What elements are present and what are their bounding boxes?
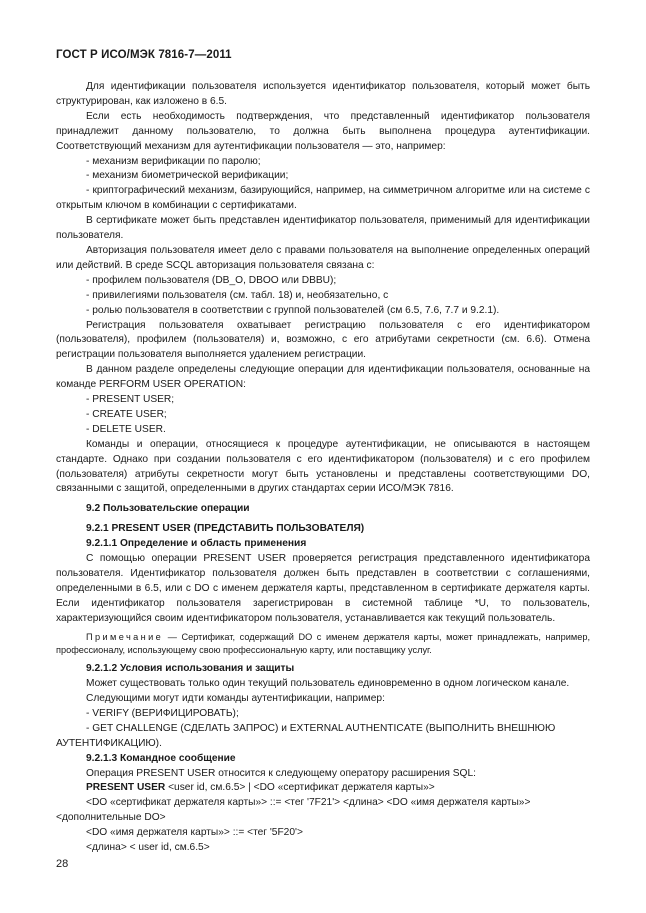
- list-item: - криптографический механизм, базирующийся, например, на симметричном алгоритме или на системе с открытым ключом в комбинации с сертификатами.: [56, 185, 590, 212]
- list-item: - механизм верификации по паролю;: [86, 155, 261, 167]
- list-item: - механизм биометрической верификации;: [86, 170, 289, 182]
- subsection-heading: 9.2.1 PRESENT USER (ПРЕДСТАВИТЬ ПОЛЬЗОВАТЕЛЯ): [86, 523, 365, 535]
- paragraph: Для идентификации пользователя используется идентификатор пользователя, который может быть структурирован, как изложено в 6.5.: [56, 81, 590, 107]
- paragraph: С помощью операции PRESENT USER проверяется регистрация представленного идентификатора пользователя. Идентификатор пользователя должен быть представлен в соответствии с соглашениями, определенными в 6.5, или с DO с именем держателя карты, представленном в сертификате держателя карты. Если идентификатор пользователя зарегистрирован в системной таблице *U, то пользователь, характеризующийся своим идентификатором пользователя, устанавливается как текущий пользователь.: [56, 553, 590, 624]
- paragraph: В сертификате может быть представлен идентификатор пользователя, применимый для идентификации пользователя.: [56, 215, 590, 242]
- list-item: - GET CHALLENGE (СДЕЛАТЬ ЗАПРОС) и EXTERNAL AUTHENTICATE (ВЫПОЛНИТЬ ВНЕШНЮЮ АУТЕНТИФИКАЦИЮ).: [56, 722, 556, 749]
- list-item: - профилем пользователя (DB_O, DBOO или DBBU);: [86, 274, 337, 286]
- section-heading: 9.2 Пользовательские операции: [86, 503, 250, 515]
- page-number: 28: [56, 858, 69, 870]
- syntax-rest: <user id, см.6.5> | <DO «сертификат держателя карты»>: [165, 782, 435, 794]
- paragraph: Может существовать только один текущий пользователь единовременно в одном логическом канале.: [86, 678, 570, 690]
- list-item: - DELETE USER.: [86, 423, 166, 435]
- clause-heading: 9.2.1.3 Командное сообщение: [86, 752, 236, 764]
- note: [56, 631, 590, 658]
- syntax-line: <DO «имя держателя карты»> ::= <тег '5F20'>: [86, 827, 303, 839]
- list-item: - привилегиями пользователя (см. табл. 18) и, необязательно, с: [86, 289, 389, 301]
- syntax-line: [56, 781, 590, 796]
- page-body: [56, 80, 590, 856]
- list-item: - CREATE USER;: [86, 408, 167, 420]
- list-item: - ролью пользователя в соответствии с группой пользователей (см 6.5, 7.6, 7.7 и 9.2.1).: [86, 304, 500, 316]
- paragraph: Следующими могут идти команды аутентификации, например:: [86, 693, 385, 705]
- syntax-keyword: PRESENT USER: [86, 782, 166, 794]
- paragraph: Если есть необходимость подтверждения, что представленный идентификатор пользователя принадлежит данному пользователю, то должна быть выполнена процедура аутентификации. Соответствующий механизм для аутентификации пользователя — это, например:: [56, 110, 590, 152]
- syntax-line: <DO «сертификат держателя карты»> ::= <тег '7F21'> <длина> <DO «имя держателя карты»> <дополнительные DO>: [56, 797, 531, 824]
- note-text: — Сертификат, содержащий DO с именем держателя карты, может принадлежать, например, профессионалу, использующему свою профессиональную карту, или поставщику услуг.: [56, 631, 590, 655]
- syntax-line: <длина> < user id, см.6.5>: [86, 842, 210, 854]
- list-item: - PRESENT USER;: [86, 394, 175, 406]
- paragraph: Команды и операции, относящиеся к процедуре аутентификации, не описываются в настоящем стандарте. Однако при создании пользователя с его идентификатором (пользователя) и с его профилем (пользователя) атрибуты секретности могут быть установлены и представлены соответствующими DO, связанными с защитой, определенными в других стандартах серии ИСО/МЭК 7816.: [56, 438, 590, 495]
- clause-heading: 9.2.1.2 Условия использования и защиты: [86, 663, 295, 675]
- list-item: - VERIFY (ВЕРИФИЦИРОВАТЬ);: [86, 707, 239, 719]
- paragraph: Авторизация пользователя имеет дело с правами пользователя на выполнение определенных операций или действий. В среде SCQL авторизация пользователя связана с:: [56, 244, 590, 271]
- paragraph: Операция PRESENT USER относится к следующему оператору расширения SQL:: [86, 767, 476, 779]
- paragraph: В данном разделе определены следующие операции для идентификации пользователя, основанные на команде PERFORM USER OPERATION:: [56, 364, 590, 391]
- paragraph: Регистрация пользователя охватывает регистрацию пользователя с его идентификатором (пользователя), профилем (пользователя) и, возможно, с его атрибутами секретности (см. 6.6). Отмена регистрации пользователя выполняется удалением регистрации.: [56, 319, 590, 361]
- note-label: Примечание: [86, 631, 164, 642]
- page-header-title: ГОСТ Р ИСО/МЭК 7816-7—2011: [56, 49, 232, 61]
- clause-heading: 9.2.1.1 Определение и область применения: [86, 538, 307, 550]
